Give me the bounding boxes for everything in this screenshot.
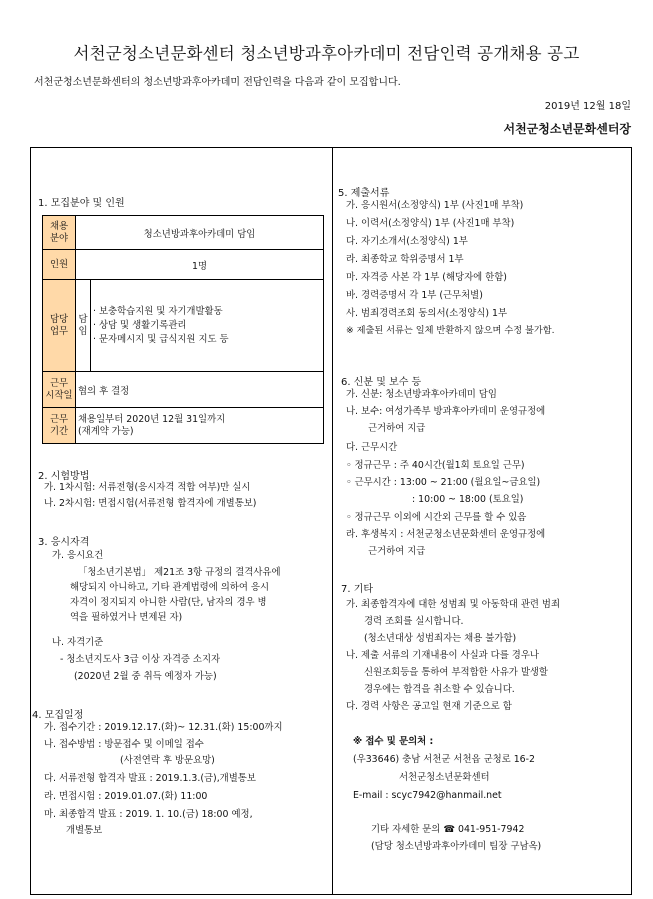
issuer-name: 서천군청소년문화센터장	[503, 122, 631, 136]
qual-b: 나. 자격기준	[52, 637, 104, 648]
status-item: ◦ 근무시간 : 13:00 ~ 21:00 (월요일~금요일)	[346, 477, 541, 488]
misc-item: 경력 조회를 실시합니다.	[364, 616, 464, 627]
recruit-table	[42, 215, 324, 444]
exam-step-1: 가. 1차시험: 서류전형(응시자격 적합 여부)만 실시	[44, 482, 251, 493]
table-row	[43, 280, 324, 372]
qual-text: 자격이 정지되지 아니한 사람(단, 남자의 경우 병	[70, 597, 267, 608]
qual-text: 「청소년기본법」 제21조 3항 규정의 결격사유에	[78, 567, 281, 578]
status-item: 가. 신분: 청소년방과후아카데미 담임	[346, 389, 497, 400]
status-item: 근거하여 지급	[368, 423, 426, 434]
status-item: 라. 후생복지 : 서천군청소년문화센터 운영규정에	[346, 529, 546, 540]
schedule-item: 다. 서류전형 합격자 발표 : 2019.1.3.(금),개별통보	[44, 773, 256, 784]
section-5-heading: 5. 제출서류	[338, 188, 390, 199]
misc-item: (청소년대상 성범죄자는 채용 불가함)	[364, 633, 517, 644]
section-7-heading: 7. 기타	[341, 584, 374, 595]
contact-org: 서천군청소년문화센터	[399, 772, 490, 783]
qual-a: 가. 응시요건	[52, 550, 104, 561]
table-row	[43, 250, 324, 280]
qual-text: 해당되지 아니하고, 기타 관계법령에 의하여 응시	[70, 582, 270, 593]
list-item: 바. 경력증명서 각 1부 (근무처별)	[346, 290, 483, 301]
contact-email: E-mail : scyc7942@hanmail.net	[353, 790, 502, 801]
misc-item: 나. 제출 서류의 기재내용이 사실과 다를 경우나	[346, 650, 539, 661]
status-item: ◦ 정규근무 이외에 시간외 근무를 할 수 있음	[346, 512, 527, 523]
section-1-heading: 1. 모집분야 및 인원	[38, 198, 125, 209]
section-3-heading: 3. 응시자격	[38, 537, 90, 548]
status-item: 다. 근무시간	[346, 442, 398, 453]
list-item: 라. 최종학교 학위증명서 1부	[346, 254, 464, 265]
schedule-item: (사전연락 후 방문요망)	[120, 755, 215, 766]
table-row	[43, 216, 324, 250]
exam-step-2: 나. 2차시험: 면접시험(서류전형 합격자에 개별통보)	[44, 498, 257, 509]
period-label: 근무 기간	[43, 408, 76, 444]
list-item: · 상담 및 생활기록관리	[93, 319, 187, 331]
table-row	[43, 408, 324, 444]
schedule-item: 가. 접수기간 : 2019.12.17.(화)~ 12.31.(화) 15:00까지	[44, 722, 283, 733]
status-item: : 10:00 ~ 18:00 (토요일)	[412, 494, 524, 505]
contact-address: (우33646) 충남 서천군 서천읍 군청로 16-2	[353, 754, 535, 765]
intro-text: 서천군청소년문화센터의 청소년방과후아카데미 전담인력을 다음과 같이 모집합니다.	[34, 77, 401, 88]
schedule-item: 개별통보	[66, 825, 103, 836]
start-label: 근무 시작일	[43, 372, 76, 408]
status-item: 나. 보수: 여성가족부 방과후아카데미 운영규정에	[346, 406, 546, 417]
count-value: 1명	[76, 250, 324, 280]
list-item: 다. 자기소개서(소정양식) 1부	[346, 236, 468, 247]
contact-phone: 기타 자세한 문의 ☎ 041-951-7942	[371, 824, 525, 835]
field-label: 채용 분야	[43, 216, 76, 250]
list-item: 나. 이력서(소정양식) 1부 (사진1매 부착)	[346, 218, 515, 229]
schedule-item: 나. 접수방법 : 방문접수 및 이메일 접수	[44, 739, 204, 750]
duty-label: 담당 업무	[43, 280, 76, 372]
field-value: 청소년방과후아카데미 담임	[76, 216, 324, 250]
misc-item: 다. 경력 사항은 공고일 현재 기준으로 함	[346, 701, 512, 712]
section-2-heading: 2. 시험방법	[38, 471, 90, 482]
section-4-heading: 4. 모집일정	[32, 710, 84, 721]
contact-heading: ※ 접수 및 문의처 :	[353, 736, 434, 747]
contact-note: (담당 청소년방과후아카데미 팀장 구남옥)	[371, 841, 542, 852]
misc-item: 가. 최종합격자에 대한 성범죄 및 아동학대 관련 범죄	[346, 599, 561, 610]
duty-list	[91, 280, 324, 372]
list-item: 사. 범죄경력조회 동의서(소정양식) 1부	[346, 308, 508, 319]
table-row	[43, 372, 324, 408]
schedule-item: 라. 면접시험 : 2019.01.07.(화) 11:00	[44, 791, 208, 802]
status-item: 근거하여 지급	[368, 546, 426, 557]
qual-text: 역을 필하였거나 면제된 자)	[70, 612, 183, 623]
notice-date: 2019년 12월 18일	[544, 101, 631, 112]
start-value: 협의 후 결정	[76, 372, 324, 408]
status-item: ◦ 정규근무 : 주 40시간(월1회 토요일 근무)	[346, 460, 525, 471]
period-value: 채용일부터 2020년 12월 31일까지 (재계약 가능)	[76, 408, 324, 444]
page-title: 서천군청소년문화센터 청소년방과후아카데미 전담인력 공개채용 공고	[73, 44, 580, 63]
duty-sub-label: 담 임	[76, 280, 91, 372]
misc-item: 경우에는 합격을 취소할 수 있습니다.	[364, 684, 515, 695]
column-divider	[332, 147, 333, 895]
section-6-heading: 6. 신분 및 보수 등	[341, 377, 422, 388]
list-item: · 보충학습지원 및 자기개발활동	[93, 305, 223, 317]
misc-item: 신원조회등을 통하여 부적합한 사유가 발생할	[364, 667, 548, 678]
list-item: 마. 자격증 사본 각 1부 (해당자에 한함)	[346, 272, 507, 283]
qual-cert-note: (2020년 2월 중 취득 예정자 가능)	[74, 671, 217, 682]
list-item: 가. 응시원서(소정양식) 1부 (사진1매 부착)	[346, 200, 524, 211]
qual-cert: - 청소년지도사 3급 이상 자격증 소지자	[60, 654, 221, 665]
schedule-item: 마. 최종합격 발표 : 2019. 1. 10.(금) 18:00 예정,	[44, 809, 253, 820]
list-item: ※ 제출된 서류는 일체 반환하지 않으며 수정 불가함.	[346, 325, 555, 336]
list-item: · 문자메시지 및 급식지원 지도 등	[93, 333, 229, 345]
count-label: 인원	[43, 250, 76, 280]
